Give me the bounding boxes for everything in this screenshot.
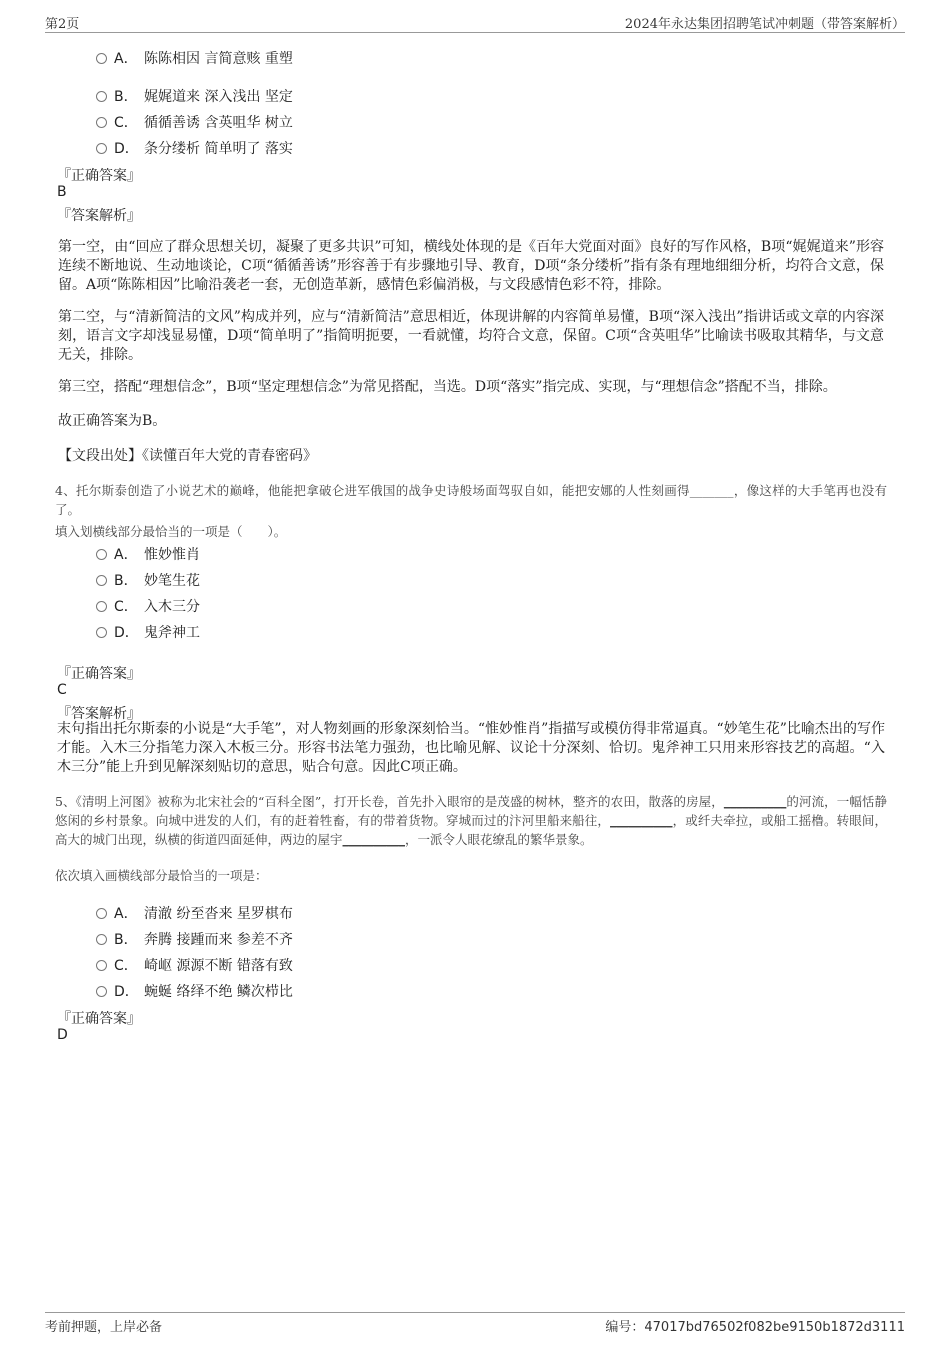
radio-icon[interactable]: [96, 934, 107, 945]
q4-stem: 4、托尔斯泰创造了小说艺术的巅峰，他能把拿破仑进军俄国的战争史诗般场面驾驭自如，能把安娜的人性刻画得_______，像这样的大手笔再也没有了。: [55, 483, 887, 517]
radio-icon[interactable]: [96, 549, 107, 560]
q3-analysis-label: 『答案解析』: [57, 208, 141, 224]
q4-answer-label: 『正确答案』: [57, 666, 141, 682]
q5-stem: 5、《清明上河图》被称为北宋社会的“百科全图”，打开长卷，首先扑入眼帘的是茂盛的树林，整齐的农田，散落的房屋，__________的河流，一幅恬静悠闲的乡村景象。向城中进发的人们，有的赶着牲畜，有的带着货物。穿城而过的汴河里船来船往，__________，或纤夫牵拉，或船工摇橹。转眼间，高大的城门出现，纵横的街道四面延伸，两边的屋宇__________，一派令人眼花缭乱的繁华景象。: [55, 794, 887, 847]
page-number: 第2页: [45, 17, 80, 32]
page-footer: [45, 1312, 905, 1339]
radio-icon[interactable]: [96, 986, 107, 997]
radio-icon[interactable]: [96, 960, 107, 971]
q3-analysis-para-2: 第二空，与“清新简洁的文风”构成并列，应与“清新简洁”意思相近，体现讲解的内容简单易懂，B项“深入浅出”指讲话或文章的内容深刻，语言文字却浅显易懂，D项“简单明了”指简明扼要，一看就懂，均符合文意，保留。C项“含英咀华”比喻读书吸取其精华，与文意无关，排除。: [58, 309, 884, 363]
q4-analysis: 末句指出托尔斯泰的小说是“大手笔”，对人物刻画的形象深刻恰当。“惟妙惟肖”指描写或模仿得非常逼真。“妙笔生花”比喻杰出的写作才能。入木三分指笔力深入木板三分。形容书法笔力强劲，也比喻见解、议论十分深刻、恰切。鬼斧神工只用来形容技艺的高超。“入木三分”能上升到见解深刻贴切的意思，贴合句意。因此C项正确。: [57, 721, 885, 775]
q5-blank-2: __________: [610, 813, 673, 828]
radio-icon[interactable]: [96, 91, 107, 102]
document-code: 编号：47017bd76502f082be9150b1872d3111: [605, 1320, 905, 1335]
q3-source: 【文段出处】《读懂百年大党的青春密码》: [58, 448, 317, 464]
radio-icon[interactable]: [96, 908, 107, 919]
radio-icon[interactable]: [96, 143, 107, 154]
q5-prompt: 依次填入画横线部分最恰当的一项是：: [55, 868, 268, 883]
page-header: [45, 10, 905, 33]
q4-prompt: 填入划横线部分最恰当的一项是（ ）。: [55, 524, 287, 539]
q5-answer: D: [57, 1027, 68, 1043]
q3-analysis-para-3: 第三空，搭配“理想信念”，B项“坚定理想信念”为常见搭配，当选。D项“落实”指完成、实现，与“理想信念”搭配不当，排除。: [58, 379, 837, 395]
radio-icon[interactable]: [96, 53, 107, 64]
q4-analysis-label: 『答案解析』: [57, 706, 141, 722]
radio-icon[interactable]: [96, 627, 107, 638]
document-title: 2024年永达集团招聘笔试冲刺题（带答案解析）: [624, 17, 905, 32]
radio-icon[interactable]: [96, 117, 107, 128]
q3-analysis-para-4: 故正确答案为B。: [58, 413, 167, 429]
q3-answer: B: [57, 184, 67, 200]
q4-answer: C: [57, 682, 67, 698]
q3-analysis-para-1: 第一空，由“回应了群众思想关切，凝聚了更多共识”可知，横线处体现的是《百年大党面对面》良好的写作风格，B项“娓娓道来”形容连续不断地说、生动地谈论，C项“循循善诱”形容善于有步骤地引导、教育，D项“条分缕析”指有条有理地细细分析，均符合文意，保留。A项“陈陈相因”比喻沿袭老一套，无创造革新，感情色彩偏消极，与文段感情色彩不符，排除。: [58, 239, 884, 293]
q3-answer-label: 『正确答案』: [57, 168, 141, 184]
q5-blank-1: __________: [723, 794, 787, 809]
radio-icon[interactable]: [96, 575, 107, 586]
q5-blank-3: __________: [342, 832, 406, 847]
footer-slogan: 考前押题，上岸必备: [45, 1320, 163, 1335]
radio-icon[interactable]: [96, 601, 107, 612]
q5-answer-label: 『正确答案』: [57, 1011, 141, 1027]
